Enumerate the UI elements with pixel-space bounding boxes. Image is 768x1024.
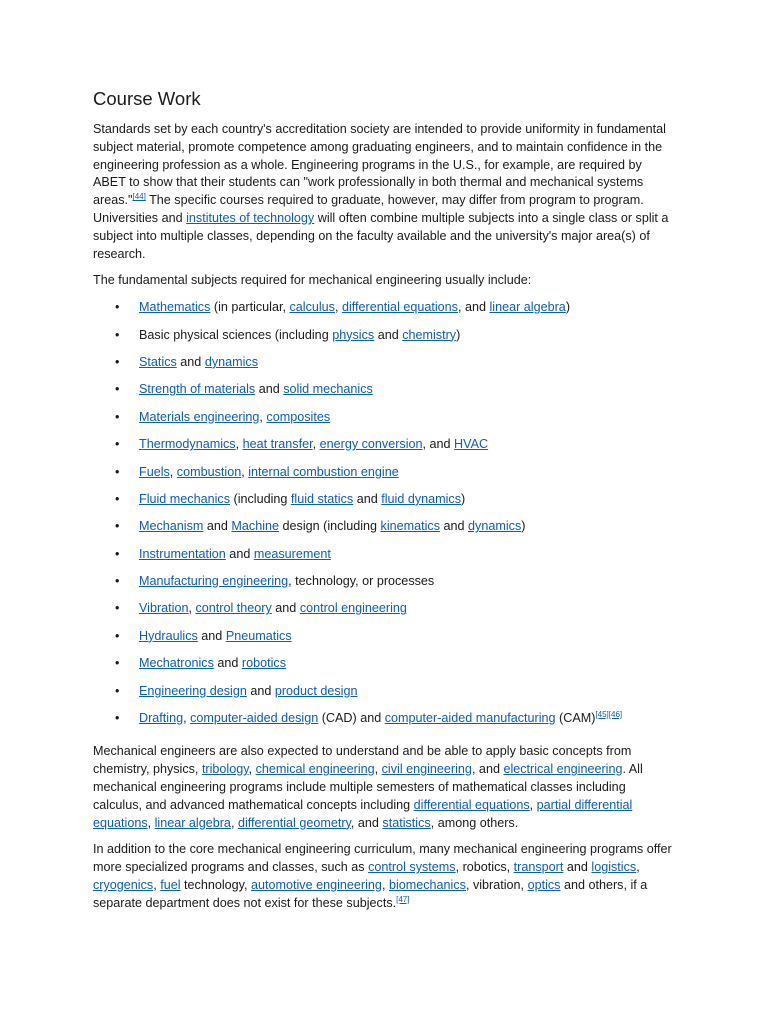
citation-link[interactable]: [47] — [396, 894, 410, 904]
list-item: • Fluid mechanics (including fluid statics and fluid dynamics) — [93, 491, 673, 518]
link[interactable]: Mechatronics — [139, 656, 214, 671]
link[interactable]: optics — [527, 878, 561, 892]
list-item: • Vibration, control theory and control engineering — [93, 600, 673, 627]
intro-paragraph: Standards set by each country's accreditation society are intended to provide uniformity in fundamental subject material, promote competence among graduating engineers, and to maintain confidence in the engineering profession as a whole. Engineering programs in the U.S., for example, are required by ABET to show that their students can "work professionally in both thermal and mechanical systems areas."[44] The specific courses required to graduate, however, may differ from program to program. Universities and institutes of technology will often combine multiple subjects into a single class or split a subject into multiple classes, depending on the faculty available and the university's major area(s) of research. — [93, 122, 669, 261]
link[interactable]: HVAC — [454, 437, 489, 452]
link[interactable]: fluid dynamics — [381, 491, 462, 506]
list-item: • Basic physical sciences (including physics and chemistry) — [93, 327, 673, 354]
list-item: • Fuels, combustion, internal combustion engine — [93, 464, 673, 491]
list-item: • Hydraulics and Pneumatics — [93, 628, 673, 655]
link[interactable]: composites — [266, 409, 331, 424]
link[interactable]: cryogenics — [93, 878, 154, 892]
link[interactable]: control theory — [195, 601, 272, 616]
link[interactable]: partial differential equations — [93, 797, 633, 830]
link[interactable]: differential equations — [413, 797, 530, 812]
link[interactable]: Mathematics — [139, 300, 211, 315]
link[interactable]: Hydraulics — [139, 628, 198, 643]
list-item: • Drafting, computer-aided design (CAD) and computer-aided manufacturing (CAM)[45][46] — [93, 710, 673, 737]
link[interactable]: logistics — [591, 860, 637, 875]
link[interactable]: heat transfer — [242, 437, 313, 452]
link[interactable]: automotive engineering — [251, 878, 382, 892]
specialized-paragraph: In addition to the core mechanical engineering curriculum, many mechanical engineering programs offer more specialized programs and classes, such as control systems, robotics, transport and logistics, cryogenics, fuel technology, automotive engineering, biomechanics, vibration, optics and others, if a separate department does not exist for these subjects.[47] — [93, 842, 672, 910]
link[interactable]: linear algebra — [489, 300, 566, 315]
list-item: • Thermodynamics, heat transfer, energy conversion, and HVAC — [93, 436, 673, 463]
link[interactable]: differential equations — [341, 300, 458, 315]
subjects-list — [93, 299, 673, 737]
list-item: • Engineering design and product design — [93, 683, 673, 710]
link[interactable]: Machine — [231, 519, 280, 534]
link[interactable]: Instrumentation — [139, 546, 226, 561]
link[interactable]: Mechanism — [139, 519, 204, 534]
subjects-intro: The fundamental subjects required for mechanical engineering usually include: — [93, 273, 532, 288]
link[interactable]: chemical engineering — [255, 762, 375, 777]
link[interactable]: Materials engineering — [139, 409, 260, 424]
citation-link[interactable]: [44] — [132, 192, 146, 202]
link[interactable]: Vibration — [139, 601, 189, 616]
link[interactable]: control systems — [368, 860, 456, 875]
link[interactable]: computer-aided manufacturing — [384, 711, 556, 726]
link[interactable]: civil engineering — [381, 762, 472, 777]
article-body — [93, 87, 673, 922]
link[interactable]: computer-aided design — [190, 711, 319, 726]
citation-link[interactable]: [45][46] — [595, 710, 623, 720]
link[interactable]: tribology — [201, 762, 249, 777]
link[interactable]: biomechanics — [388, 878, 466, 892]
link[interactable]: combustion — [176, 464, 242, 479]
link[interactable]: chemistry — [402, 327, 457, 342]
link[interactable]: Thermodynamics — [139, 437, 236, 452]
section-heading: Course Work — [93, 88, 201, 109]
link[interactable]: internal combustion engine — [248, 464, 399, 479]
concepts-paragraph: Mechanical engineers are also expected to understand and be able to apply basic concepts from chemistry, physics, tribology, chemical engineering, civil engineering, and electrical engineering. All mechanical engineering programs include multiple semesters of mathematical classes including calculus, and advanced mathematical concepts including differential equations, partial differential equations, linear algebra, differential geometry, and statistics, among others. — [93, 744, 643, 830]
link[interactable]: Engineering design — [139, 683, 247, 698]
list-item: • Instrumentation and measurement — [93, 546, 673, 573]
link[interactable]: fuel — [160, 878, 181, 892]
link[interactable]: Fluid mechanics — [139, 491, 230, 506]
list-item: • Strength of materials and solid mechanics — [93, 381, 673, 408]
link[interactable]: linear algebra — [154, 815, 231, 830]
link[interactable]: transport — [513, 860, 564, 875]
list-item: • Mechatronics and robotics — [93, 655, 673, 682]
link[interactable]: Statics — [139, 354, 177, 369]
link[interactable]: product design — [274, 683, 358, 698]
link[interactable]: Drafting — [139, 711, 184, 726]
list-item: • Mechanism and Machine design (including kinematics and dynamics) — [93, 518, 673, 545]
link[interactable]: Fuels — [139, 464, 170, 479]
link[interactable]: fluid statics — [290, 491, 354, 506]
list-item: • Materials engineering, composites — [93, 409, 673, 436]
link[interactable]: kinematics — [380, 519, 441, 534]
link[interactable]: differential geometry — [237, 815, 351, 830]
link[interactable]: calculus — [289, 300, 335, 315]
link[interactable]: Strength of materials — [139, 382, 256, 397]
list-item: • Statics and dynamics — [93, 354, 673, 381]
list-item: • Manufacturing engineering, technology, or processes — [93, 573, 673, 600]
link[interactable]: control engineering — [299, 601, 407, 616]
link[interactable]: energy conversion — [319, 437, 423, 452]
link[interactable]: electrical engineering — [503, 762, 623, 777]
link[interactable]: physics — [332, 327, 375, 342]
link[interactable]: solid mechanics — [283, 382, 373, 397]
link[interactable]: measurement — [253, 546, 331, 561]
link-institutes-of-technology[interactable]: institutes of technology — [186, 210, 315, 225]
link[interactable]: dynamics — [468, 519, 522, 534]
link[interactable]: statistics — [382, 815, 431, 830]
link[interactable]: dynamics — [204, 354, 259, 369]
list-item: • Mathematics (in particular, calculus, differential equations, and linear algebra) — [93, 299, 673, 326]
link[interactable]: Manufacturing engineering — [139, 574, 289, 589]
link[interactable]: robotics — [241, 656, 287, 671]
link[interactable]: Pneumatics — [225, 628, 292, 643]
